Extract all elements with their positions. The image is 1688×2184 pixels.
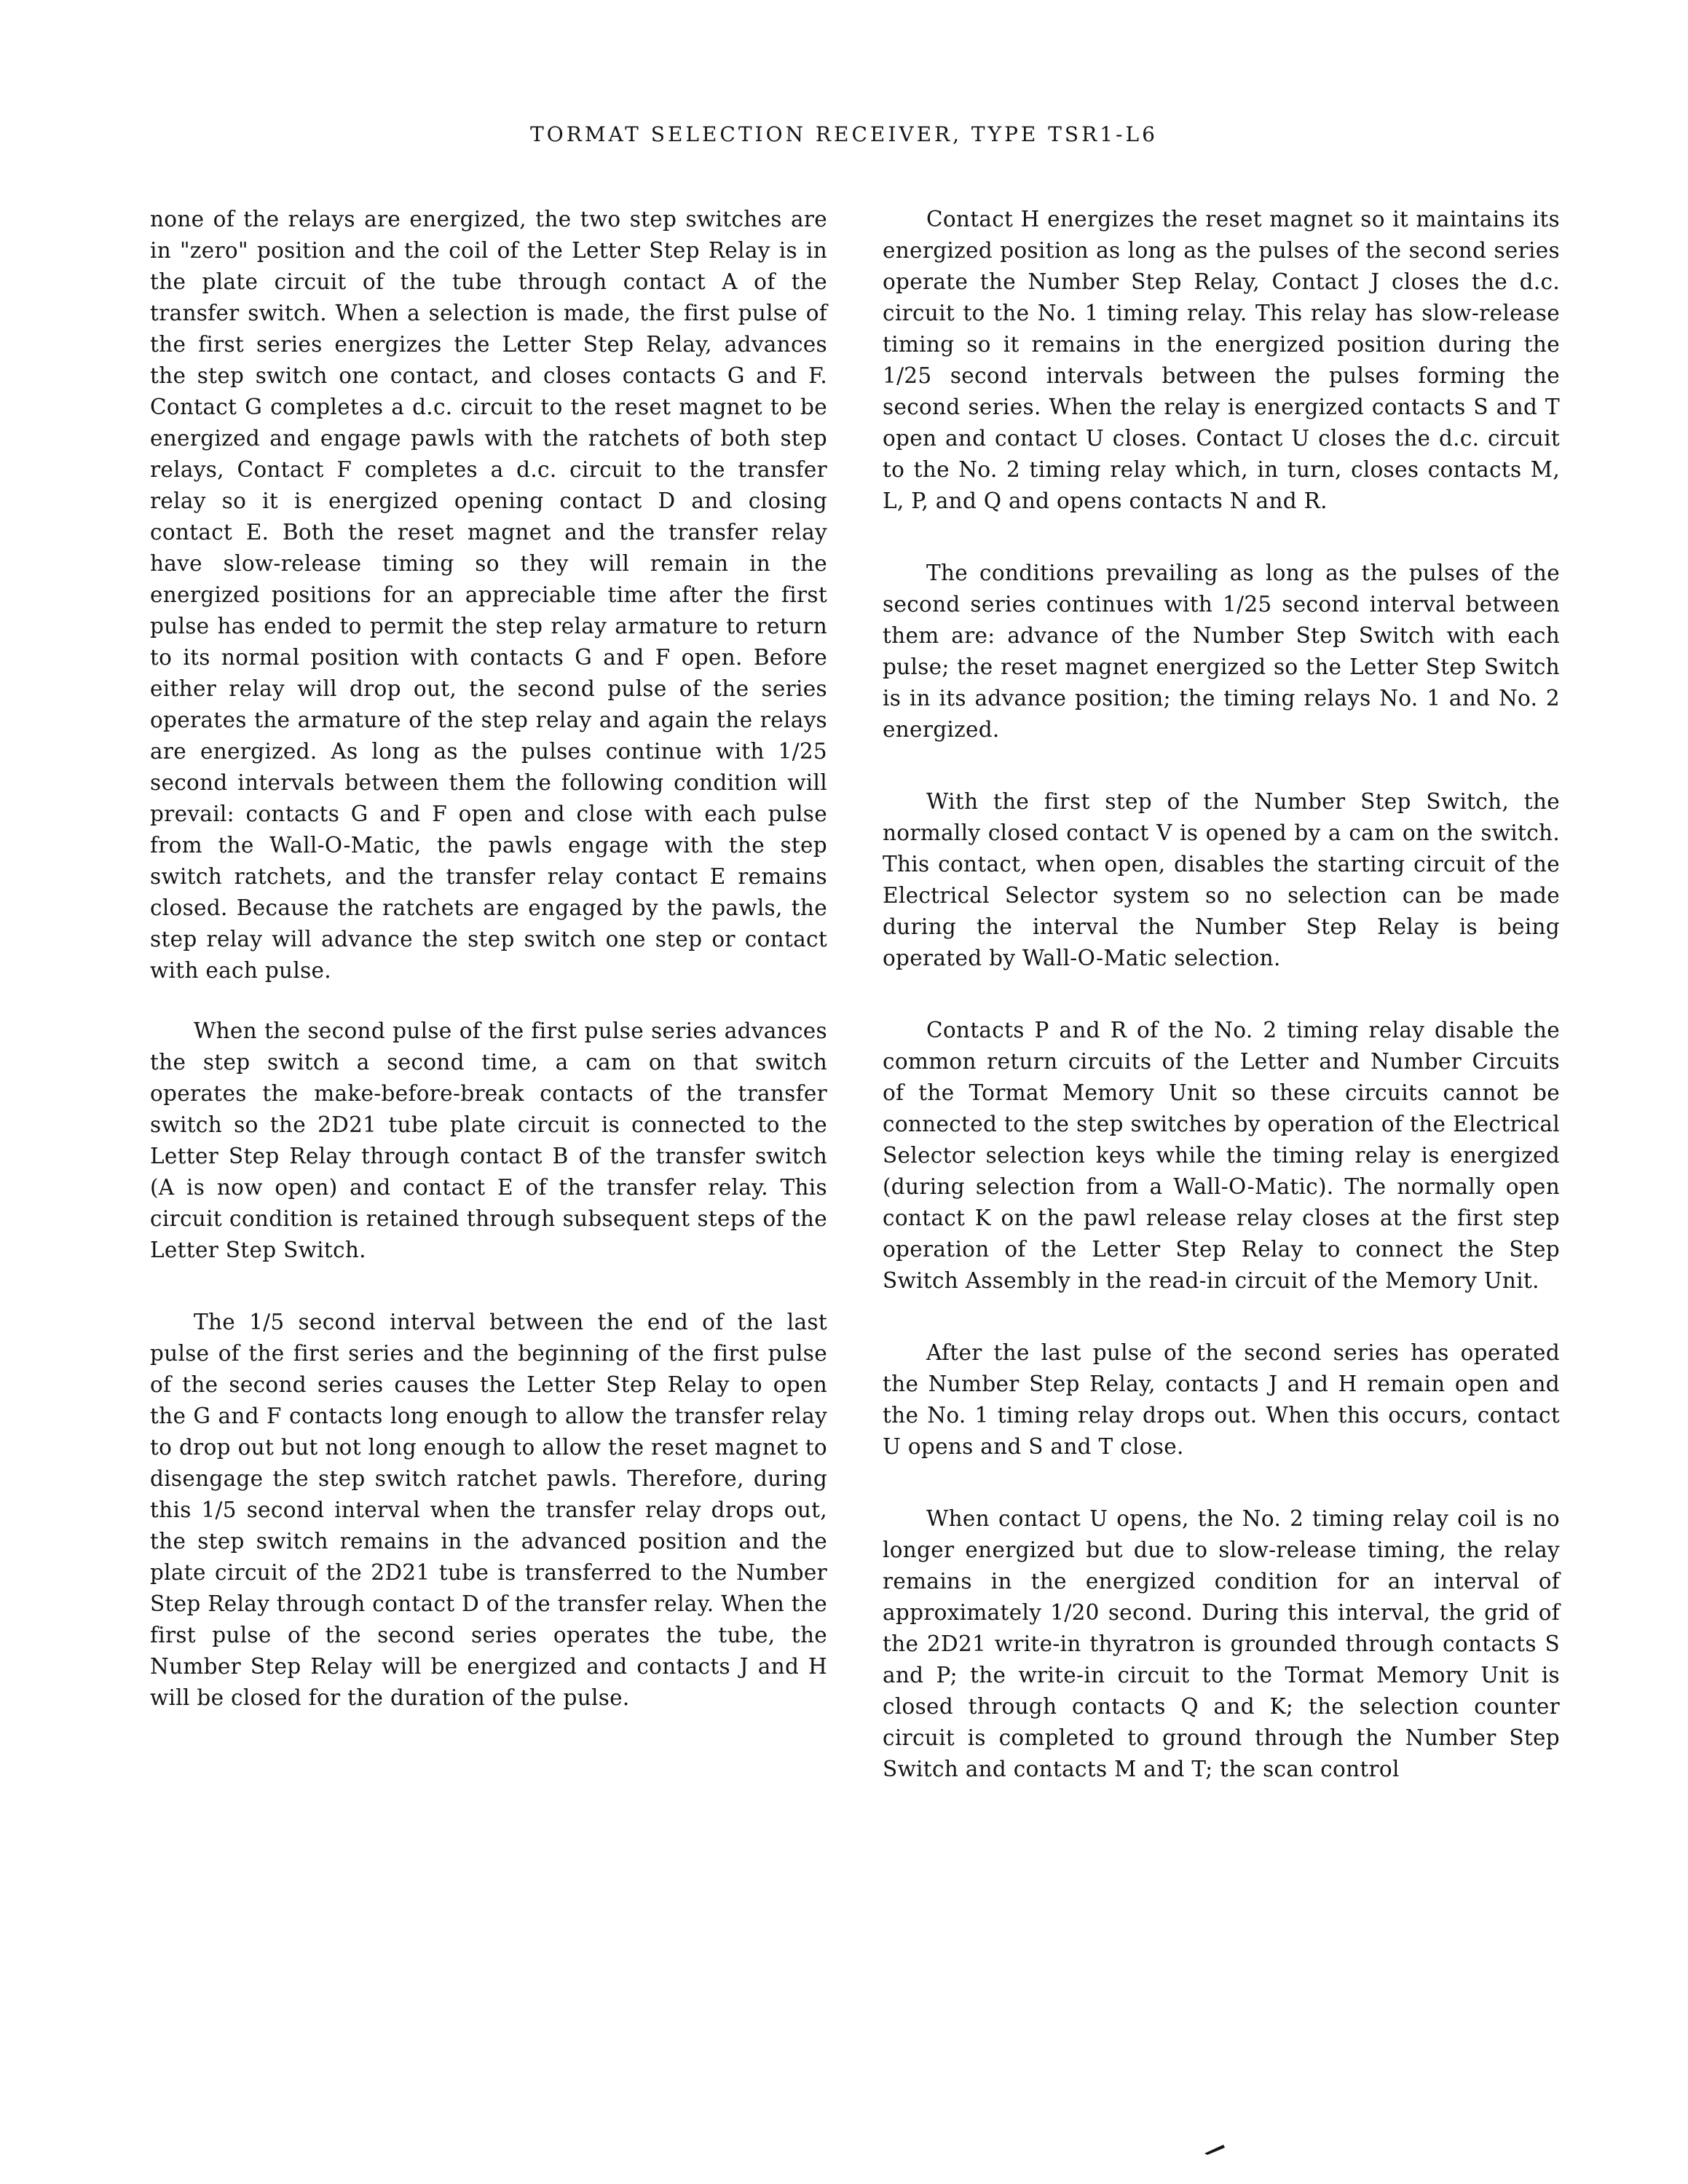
right-paragraph-2: The conditions prevailing as long as the pulses of the second series continues with 1/25 second interval between them are: advance of the Number Step Switch with each pulse; the reset magnet energized so the Letter Step Switch is in its advance position; the timing relays No. 1 and No. 2 energized.: [883, 561, 1560, 742]
ink-mark-icon: [1202, 2137, 1231, 2159]
left-paragraph-2: When the second pulse of the first pulse series advances the step switch a second time, a cam on that switch operates the make-before-break contacts of the transfer switch so the 2D21 tube plate circuit is connected to the Letter Step Relay through contact B of the transfer switch (A is now open) and contact E of the transfer relay. This circuit condition is retained through subsequent steps of the Letter Step Switch.: [150, 1018, 827, 1262]
left-paragraph-3: The 1/5 second interval between the end of the last pulse of the first series and the beginning of the first pulse of the second series causes the Letter Step Relay to open the G and F contacts long enough to allow the transfer relay to drop out but not long enough to allow the reset magnet to disengage the step switch ratchet pawls. Therefore, during this 1/5 second interval when the transfer relay drops out, the step switch remains in the advanced position and the plate circuit of the 2D21 tube is transferred to the Number Step Relay through contact D of the transfer relay. When the first pulse of the second series operates the tube, the Number Step Relay will be energized and contacts J and H will be closed for the duration of the pulse.: [150, 1310, 827, 1710]
right-paragraph-5: After the last pulse of the second series has operated the Number Step Relay, contacts J and H remain open and the No. 1 timing relay drops out. When this occurs, contact U opens and S and T close.: [883, 1340, 1560, 1459]
right-paragraph-1: Contact H energizes the reset magnet so it maintains its energized position as long as the pulses of the second series operate the Number Step Relay, Contact J closes the d.c. circuit to the No. 1 timing relay. This relay has slow-release timing so it remains in the energized position during the 1/25 second intervals between the pulses forming the second series. When the relay is energized contacts S and T open and contact U closes. Contact U closes the d.c. circuit to the No. 2 timing relay which, in turn, closes contacts M, L, P, and Q and opens contacts N and R.: [883, 207, 1560, 513]
right-paragraph-4: Contacts P and R of the No. 2 timing relay disable the common return circuits of the Letter and Number Circuits of the Tormat Memory Unit so these circuits cannot be connected to the step switches by operation of the Electrical Selector selection keys while the timing relay is energized (during selection from a Wall-O-Matic). The normally open contact K on the pawl release relay closes at the first step operation of the Letter Step Relay to connect the Step Switch Assembly in the read-in circuit of the Memory Unit.: [883, 1018, 1560, 1293]
right-paragraph-3: With the first step of the Number Step Switch, the normally closed contact V is opened by a cam on the switch. This contact, when open, disables the starting circuit of the Electrical Selector system so no selection can be made during the interval the Number Step Relay is being operated by Wall-O-Matic selection.: [883, 789, 1560, 970]
page-header: TORMAT SELECTION RECEIVER, TYPE TSR1-L6: [530, 122, 1158, 146]
left-paragraph-1: none of the relays are energized, the two step switches are in "zero" position and the coil of the Letter Step Relay is in the plate circuit of the tube through contact A of the transfer switch. When a selection is made, the first pulse of the first series energizes the Letter Step Relay, advances the step switch one contact, and closes contacts G and F. Contact G completes a d.c. circuit to the reset magnet to be energized and engage pawls with the ratchets of both step relays, Contact F completes a d.c. circuit to the transfer relay so it is energized opening contact D and closing contact E. Both the reset magnet and the transfer relay have slow-release timing so they will remain in the energized positions for an appreciable time after the first pulse has ended to permit the step relay armature to return to its normal position with contacts G and F open. Before either relay will drop out, the second pulse of the series operates the armature of the step relay and again the relays are energized. As long as the pulses continue with 1/25 second intervals between them the following condition will prevail: contacts G and F open and close with each pulse from the Wall-O-Matic, the pawls engage with the step switch ratchets, and the transfer relay contact E remains closed. Because the ratchets are engaged by the pawls, the step relay will advance the step switch one step or contact with each pulse.: [150, 207, 827, 983]
left-column: [150, 204, 827, 1714]
right-column: [883, 204, 1560, 1785]
right-paragraph-6: When contact U opens, the No. 2 timing relay coil is no longer energized but due to slow-release timing, the relay remains in the energized condition for an interval of approximately 1/20 second. During this interval, the grid of the 2D21 write-in thyratron is grounded through contacts S and P; the write-in circuit to the Tormat Memory Unit is closed through contacts Q and K; the selection counter circuit is completed to ground through the Number Step Switch and contacts M and T; the scan control: [883, 1506, 1560, 1781]
